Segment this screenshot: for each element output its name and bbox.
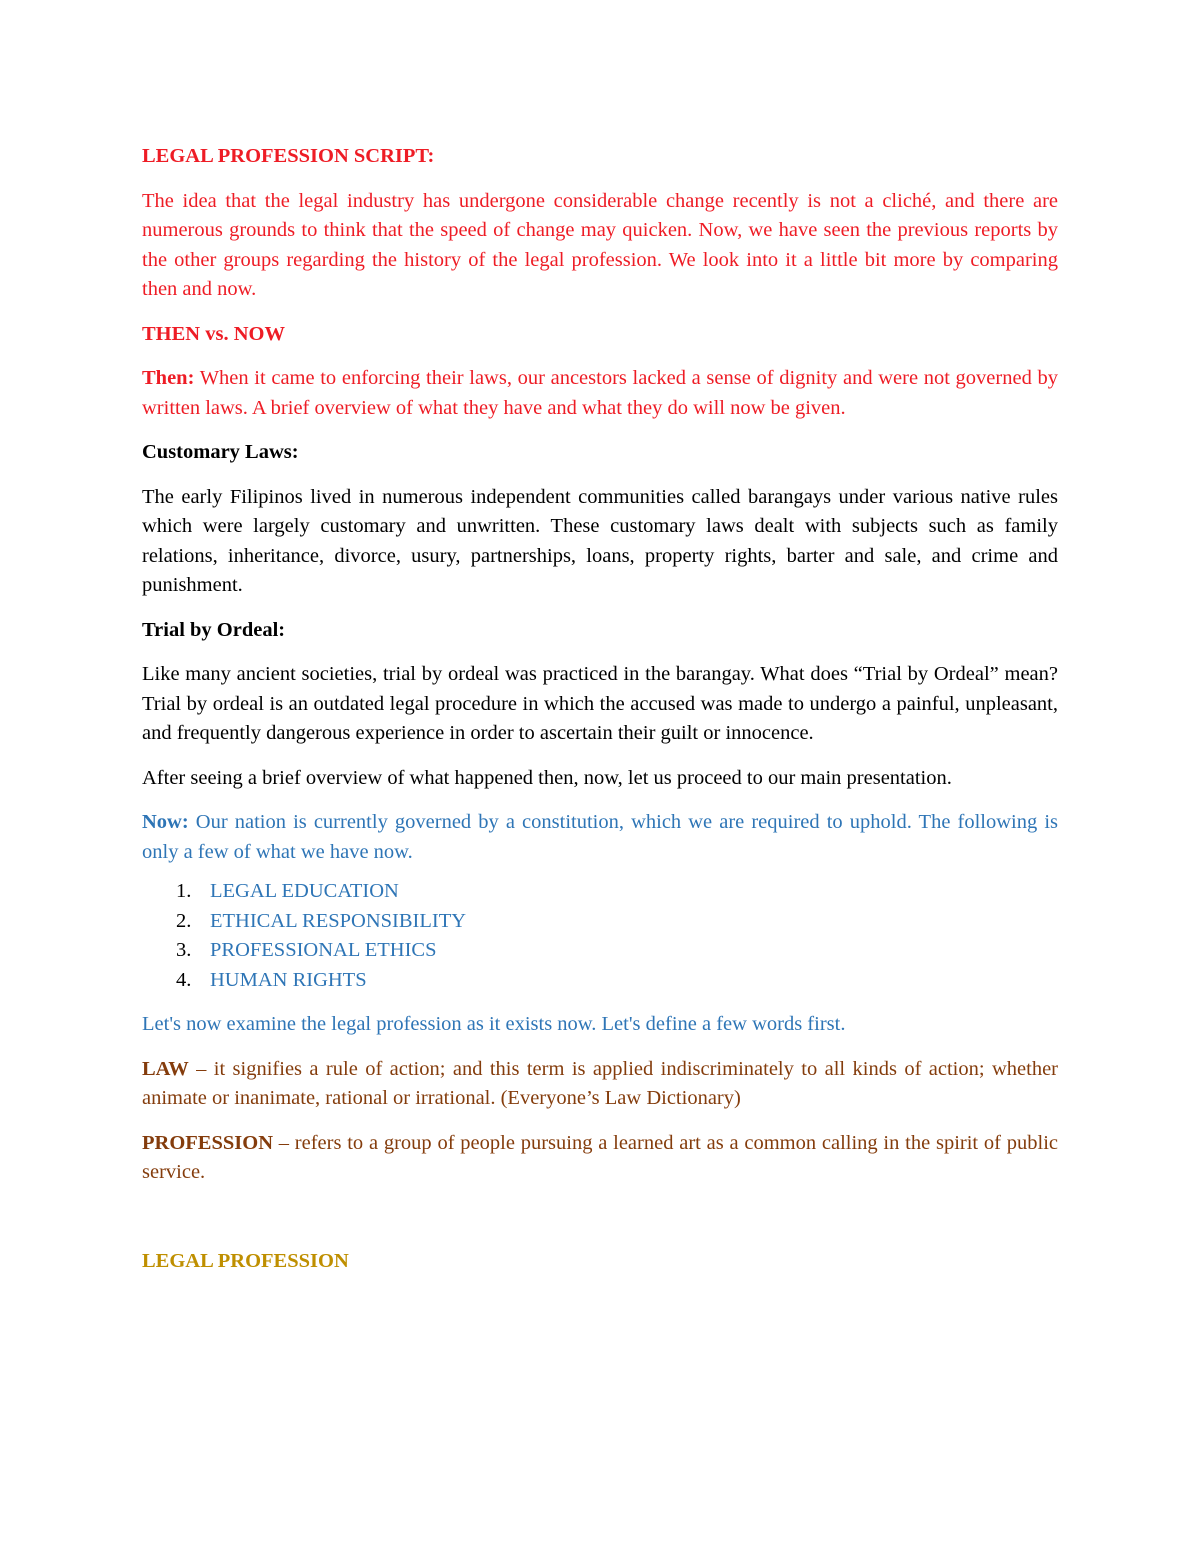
transition-paragraph: After seeing a brief overview of what happened then, now, let us proceed to our main presentation. bbox=[142, 766, 952, 789]
list-item-text: PROFESSIONAL ETHICS bbox=[210, 939, 437, 961]
now-label: Now: bbox=[142, 811, 189, 833]
list-item-text: HUMAN RIGHTS bbox=[210, 968, 367, 991]
list-item-number: 1. bbox=[176, 880, 192, 902]
customary-laws-paragraph: The early Filipinos lived in numerous independent communities called barangays under various native rules which were largely customary and unwritten. These customary laws dealt with subjects such as family relations, inheritance, divorce, usury, partnerships, loans, property rights, barter and sale, and crime and punishment. bbox=[142, 485, 1058, 596]
now-text: Our nation is currently governed by a constitution, which we are required to uphold. The following is only a few of what we have now. bbox=[142, 811, 1058, 863]
then-vs-now-heading: THEN vs. NOW bbox=[142, 322, 285, 345]
then-paragraph bbox=[142, 364, 1058, 423]
profession-definition bbox=[142, 1129, 1058, 1188]
customary-laws-heading: Customary Laws: bbox=[142, 441, 299, 463]
then-text: When it came to enforcing their laws, our ancestors lacked a sense of dignity and were not governed by written laws. A brief overview of what they have and what they do will now be given. bbox=[142, 367, 1058, 419]
profession-definition-text: – refers to a group of people pursuing a learned art as a common calling in the spirit of public service. bbox=[142, 1131, 1058, 1183]
list-item-text: ETHICAL RESPONSIBILITY bbox=[210, 909, 467, 932]
then-label: Then: bbox=[142, 367, 195, 389]
list-item-text: LEGAL EDUCATION bbox=[210, 880, 399, 902]
document-title: LEGAL PROFESSION SCRIPT: bbox=[142, 145, 435, 167]
now-list bbox=[142, 877, 1058, 995]
profession-term: PROFESSION bbox=[142, 1131, 273, 1154]
trial-by-ordeal-paragraph: Like many ancient societies, trial by ordeal was practiced in the barangay. What does “Trial by Ordeal” mean? Trial by ordeal is an outdated legal procedure in which the accused was made to undergo a painful, unpleasant, and frequently dangerous experience in order to ascertain their guilt or innocence. bbox=[142, 663, 1058, 744]
intro-paragraph: The idea that the legal industry has undergone considerable change recently is not a cliché, and there are numerous grounds to think that the speed of change may quicken. Now, we have seen the previous reports by the other groups regarding the history of the legal profession. We look into it a little bit more by comparing then and now. bbox=[142, 189, 1058, 300]
list-item bbox=[142, 966, 1058, 996]
law-definition bbox=[142, 1055, 1058, 1114]
trial-by-ordeal-heading: Trial by Ordeal: bbox=[142, 618, 286, 641]
blank-line bbox=[142, 1203, 1058, 1247]
legal-profession-heading: LEGAL PROFESSION bbox=[142, 1249, 349, 1272]
now-paragraph bbox=[142, 808, 1058, 867]
list-item-number: 2. bbox=[176, 909, 192, 932]
list-item-number: 4. bbox=[176, 968, 192, 991]
examine-paragraph: Let's now examine the legal profession as it exists now. Let's define a few words first. bbox=[142, 1013, 846, 1035]
law-term: LAW bbox=[142, 1057, 189, 1080]
document-page bbox=[142, 142, 1058, 1291]
list-item bbox=[142, 936, 1058, 966]
list-item bbox=[142, 907, 1058, 937]
law-definition-text: – it signifies a rule of action; and this term is applied indiscriminately to all kinds of action; whether animate or inanimate, rational or irrational. (Everyone’s Law Dictionary) bbox=[142, 1057, 1058, 1109]
list-item-number: 3. bbox=[176, 939, 192, 961]
list-item bbox=[142, 877, 1058, 907]
